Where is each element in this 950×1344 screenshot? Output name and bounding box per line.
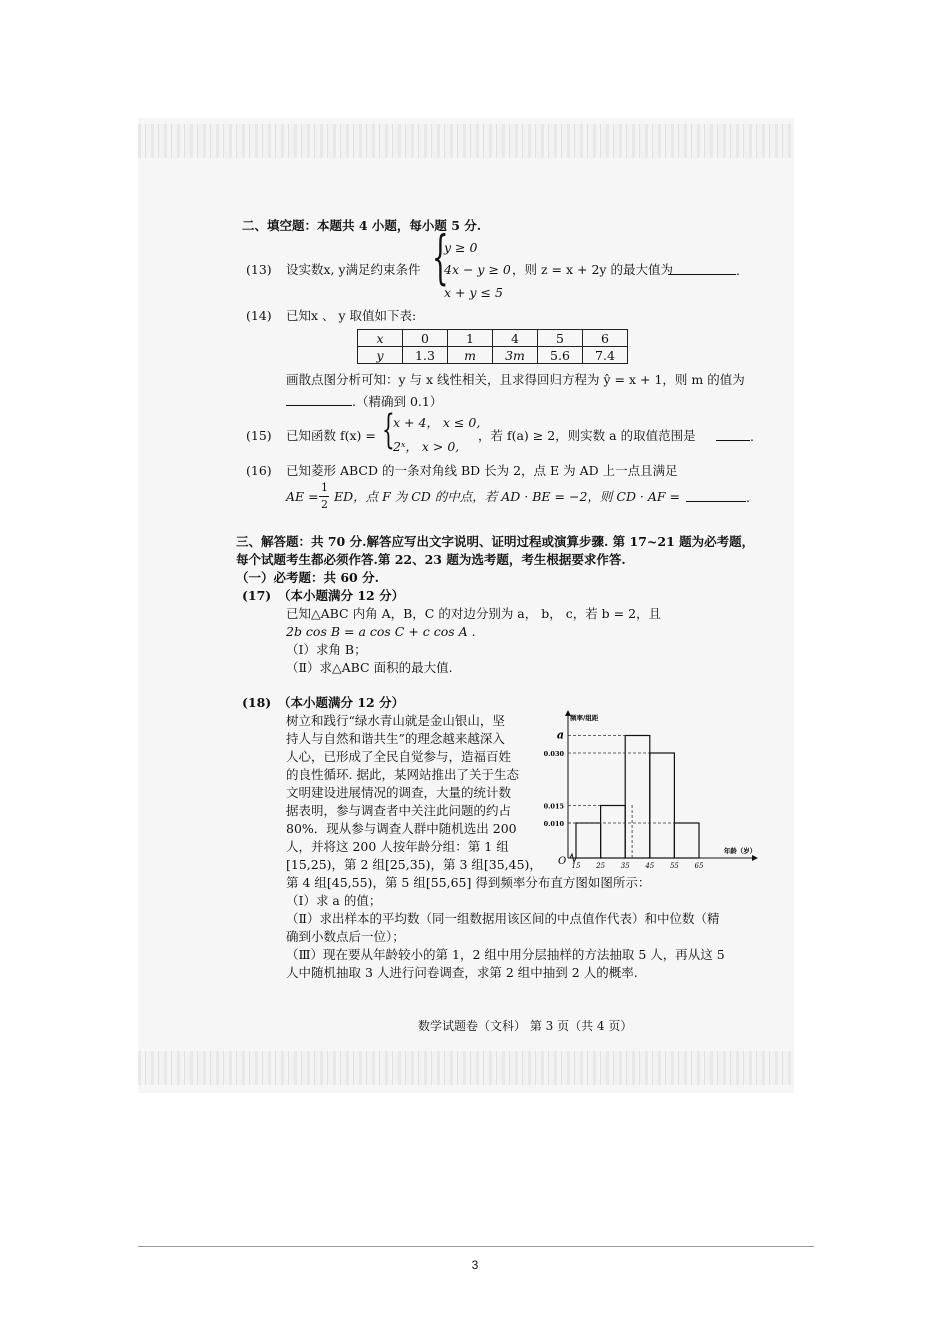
page-footer-text: 数学试题卷（文科） 第 3 页（共 4 页） <box>418 1019 633 1033</box>
page-number: 3 <box>471 1258 479 1272</box>
q18-head: （本小题满分 12 分） <box>278 695 405 710</box>
q14-line-2: 画散点图分析可知：y 与 x 线性相关，且求得回归方程为 ŷ = x + 1，则 m 的值为 <box>286 372 745 387</box>
q16-rhs: ED，点 F 为 CD 的中点，若 AD · BE = −2，则 CD · AF = <box>334 489 681 504</box>
section-2-title: 二、填空题：本题共 4 小题，每小题 5 分. <box>242 218 482 233</box>
q18-para-line: [15,25)，第 2 组[25,35)，第 3 组[35,45)， <box>286 857 542 872</box>
q15-text: 已知函数 f(x) = <box>286 428 376 443</box>
q14-text: 已知x 、 y 取值如下表: <box>286 308 417 323</box>
histogram-bar <box>625 736 650 859</box>
q18-part-3: （Ⅲ）现在要从年龄较小的第 1，2 组中用分层抽样的方法抽取 5 人，再从这 5 <box>286 947 725 962</box>
q17-part-2: （Ⅱ）求△ABC 面积的最大值. <box>286 660 453 675</box>
q17-number: (17) <box>242 588 272 603</box>
q14-line-3 <box>286 393 442 410</box>
q13-constraint-3: x + y ≤ 5 <box>444 285 503 300</box>
x-tick-label: 55 <box>669 862 679 870</box>
q18-para-line: 据表明，参与调查者中关注此问题的约占 <box>286 803 512 818</box>
origin-label: O <box>558 856 567 867</box>
q14-line-3-text: .（精确到 0.1） <box>352 394 443 409</box>
q18-para-line: 人，并将这 200 人按年龄分组：第 1 组 <box>286 839 509 854</box>
table-cell: 7.4 <box>583 347 628 364</box>
q18-para-line: 文明建设进展情况的调查，大量的统计数 <box>286 785 512 800</box>
histogram-bar <box>674 823 699 858</box>
footer-divider <box>138 1246 814 1247</box>
table-row-y <box>358 347 628 364</box>
section-3-line-2: 每个试题考生都必须作答.第 22、23 题为选考题，考生根据要求作答. <box>236 552 626 567</box>
table-header-x: x <box>358 330 403 347</box>
q16-lhs: AE = <box>286 489 319 504</box>
q16-line-1: 已知菱形 ABCD 的一条对角线 BD 长为 2，点 E 为 AD 上一点且满足 <box>286 463 678 478</box>
q15-brace: { <box>382 407 395 453</box>
q15-tail: ，若 f(a) ≥ 2，则实数 a 的取值范围是 <box>478 428 696 443</box>
frequency-histogram <box>540 708 765 870</box>
q13-constraint-2: 4x − y ≥ 0 <box>444 262 511 277</box>
q17-line-2: 2b cos B = a cos C + c cos A . <box>286 624 476 639</box>
table-cell: 6 <box>583 330 628 347</box>
q18-part-3-cont: 人中随机抽取 3 人进行问卷调查，求第 2 组中抽到 2 人的概率. <box>286 965 638 980</box>
q16-number: (16) <box>246 463 272 478</box>
table-cell: 1.3 <box>403 347 448 364</box>
q18-para-line: 持人与自然和谐共生”的理念越来越深入 <box>286 731 505 746</box>
table-cell: 0 <box>403 330 448 347</box>
q18-part-2-cont: 确到小数点后一位）； <box>286 929 405 944</box>
q13-number: (13) <box>246 262 272 277</box>
q18-para-line: 树立和践行“绿水青山就是金山银山，坚 <box>286 713 505 728</box>
q16-frac-den: 2 <box>321 498 328 511</box>
x-tick-label: 65 <box>694 862 704 870</box>
section-3-line-3: （一）必考题：共 60 分. <box>236 570 379 585</box>
q16-frac-num: 1 <box>321 481 328 494</box>
q18-part-2: （Ⅱ）求出样本的平均数（同一组数据用该区间的中点值作代表）和中位数（精 <box>286 911 720 926</box>
histogram-bar <box>601 806 626 859</box>
table-cell: m <box>448 347 493 364</box>
y-tick-label: 0.030 <box>543 750 564 758</box>
q13-answer-blank: . <box>668 262 740 279</box>
q18-para-line: 80%．现从参与调查人群中随机选出 200 <box>286 821 517 836</box>
table-cell: 1 <box>448 330 493 347</box>
q17-part-1: （Ⅰ）求角 B； <box>286 642 367 657</box>
y-tick-label: 0.010 <box>543 820 564 828</box>
q18-para-last: 第 4 组[45,55)，第 5 组[55,65] 得到频率分布直方图如图所示： <box>286 875 651 890</box>
q17-head: （本小题满分 12 分） <box>278 588 405 603</box>
x-axis-arrow <box>752 855 758 861</box>
x-tick-label: 45 <box>645 862 655 870</box>
y-axis-label: 频率/组距 <box>570 714 599 722</box>
y-tick-label: 0.015 <box>543 802 564 811</box>
q17-line-1: 已知△ABC 内角 A，B，C 的对边分别为 a， b， c，若 b = 2，且 <box>286 606 662 621</box>
q15-answer-blank: . <box>716 428 754 445</box>
table-row-x <box>358 330 628 347</box>
section-3-line-1: 三、解答题：共 70 分.解答应写出文字说明、证明过程或演算步骤. 第 17~21 题为必考题， <box>236 534 755 549</box>
q15-case-2: 2ˣ， x > 0, <box>393 439 460 454</box>
q14-xy-table <box>357 329 628 364</box>
table-header-y: y <box>358 347 403 364</box>
q15-number: (15) <box>246 428 272 443</box>
x-tick-label: 15 <box>571 862 581 870</box>
table-cell: 5 <box>538 330 583 347</box>
table-cell: 3m <box>493 347 538 364</box>
q18-para-line: 人心，已形成了全民自觉参与，造福百姓 <box>286 749 512 764</box>
q13-text: 设实数x, y满足约束条件 <box>286 262 421 277</box>
q18-part-1: （Ⅰ）求 a 的值； <box>286 893 382 908</box>
x-tick-label: 25 <box>596 862 606 870</box>
q15-case-1: x + 4， x ≤ 0, <box>393 415 481 430</box>
x-tick-label: 35 <box>620 862 630 870</box>
q13-brace: { <box>432 223 449 291</box>
q13-tail: ，则 z = x + 2y 的最大值为 <box>512 262 673 277</box>
q16-answer-blank: . <box>686 489 750 506</box>
q18-para-line: 的良性循环. 据此，某网站推出了关于生态 <box>286 767 519 782</box>
histogram-bar <box>576 823 601 858</box>
q13-constraint-1: y ≥ 0 <box>444 240 478 255</box>
table-cell: 5.6 <box>538 347 583 364</box>
q18-number: (18) <box>242 695 272 710</box>
table-cell: 4 <box>493 330 538 347</box>
q14-number: (14) <box>246 308 272 323</box>
y-tick-label: a <box>556 728 564 742</box>
x-axis-label: 年龄（岁） <box>723 847 757 855</box>
histogram-bar <box>650 753 675 858</box>
